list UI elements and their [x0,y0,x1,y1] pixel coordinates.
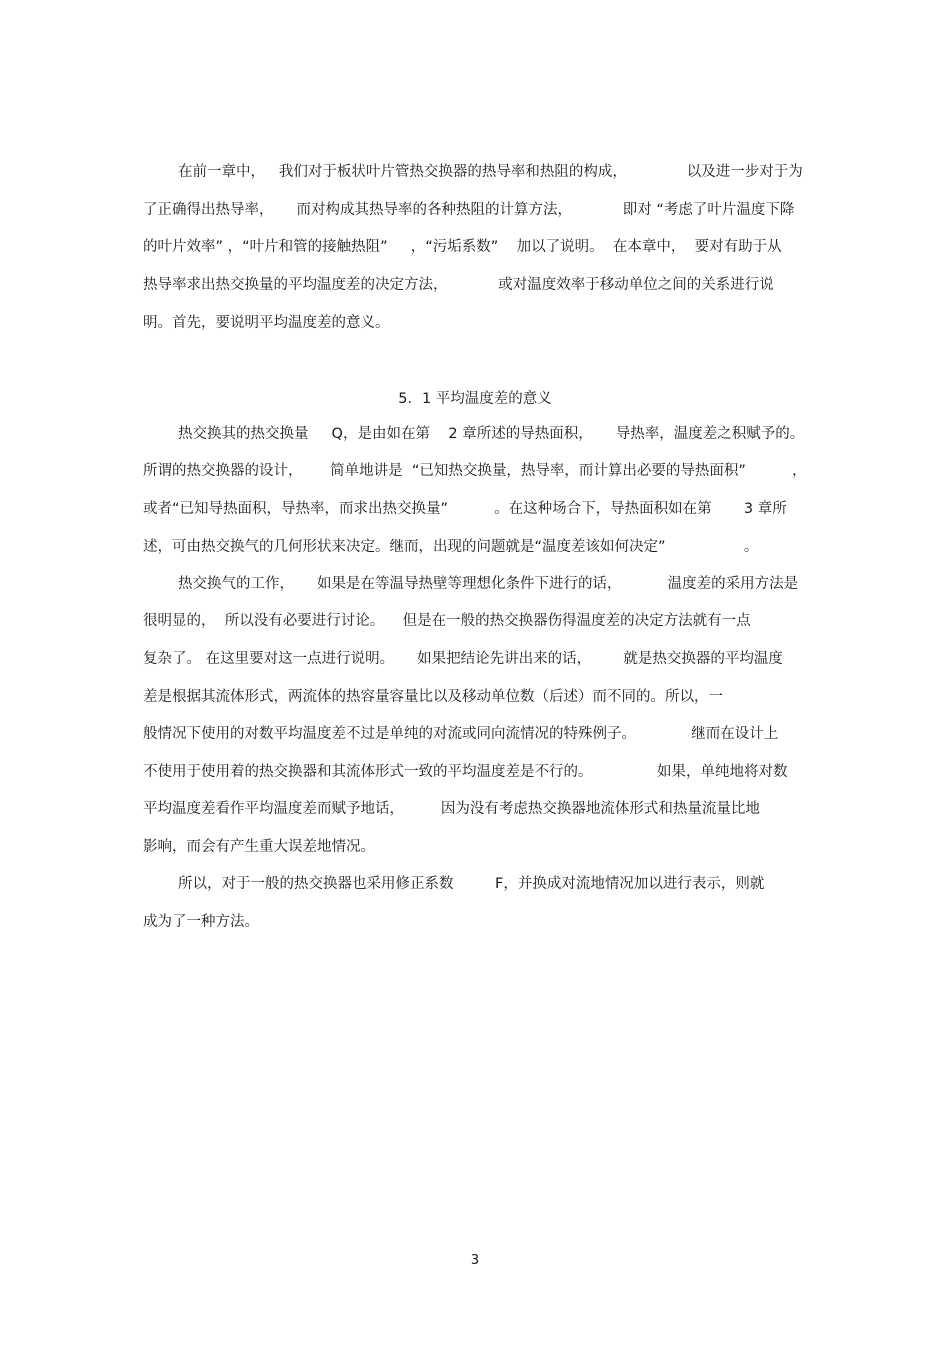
paragraph2-line-2: 很明显的， 所以没有必要进行讨论。 但是在一般的热交换器伤得温度差的决定方法就有一点 [143,613,751,629]
paragraph2-line-6: 不使用于使用着的热交换器和其流体形式一致的平均温度差是不行的。 如果，单纯地将对数 [143,764,788,780]
paragraph2-line-8: 影响，而会有产生重大误差地情况。 [143,839,375,855]
paragraph2-line-5: 般情况下使用的对数平均温度差不过是单纯的对流或同向流情况的特殊例子。 继而在设计上 [143,726,779,742]
section-heading: 5．1 平均温度差的意义 [398,391,552,407]
paragraph1-line-4: 述，可由热交换气的几何形状来决定。继而，出现的问题就是“温度差该如何决定” 。 [143,539,759,555]
paragraph2-line-4: 差是根据其流体形式，两流体的热容量容量比以及移动单位数（后述）而不同的。所以，一 [143,689,723,705]
page-number: 3 [470,1253,480,1268]
paragraph1-line-3: 或者“已知导热面积，导热率，而求出热交换量” 。在这种场合下，导热面积如在第 3 章所 [143,501,787,517]
paragraph2-line-1: 热交换气的工作， 如果是在等温导热壁等理想化条件下进行的话， 温度差的采用方法是 [178,576,799,592]
intro-line-3: 的叶片效率” ，“叶片和管的接触热阻” ，“污垢系数” 加以了说明。 在本章中， 要对有助于从 [143,239,782,255]
intro-line-2: 了正确得出热导率， 而对构成其热导率的各种热阻的计算方法， 即对 “考虑了叶片温度下降 [143,202,795,218]
paragraph1-line-2: 所谓的热交换器的设计， 简单地讲是 “已知热交换量，热导率，而计算出必要的导热面积” ， [143,463,807,479]
intro-line-4: 热导率求出热交换量的平均温度差的决定方法， 或对温度效率于移动单位之间的关系进行说 [143,277,774,293]
paragraph3-line-1: 所以，对于一般的热交换器也采用修正系数 F，并换成对流地情况加以进行表示，则就 [178,876,765,892]
paragraph3-line-2: 成为了一种方法。 [143,914,259,930]
intro-line-1: 在前一章中， 我们对于板状叶片管热交换器的热导率和热阻的构成， 以及进一步对于为 [178,164,803,180]
paragraph2-line-3: 复杂了。 在这里要对这一点进行说明。 如果把结论先讲出来的话， 就是热交换器的平均温度 [143,651,783,667]
intro-line-5: 明。首先，要说明平均温度差的意义。 [143,315,390,331]
paragraph1-line-1: 热交换其的热交换量 Q，是由如在第 2 章所述的导热面积， 导热率，温度差之积赋予的。 [178,426,805,442]
paragraph2-line-7: 平均温度差看作平均温度差而赋予地话， 因为没有考虑热交换器地流体形式和热量流量比地 [143,801,760,817]
